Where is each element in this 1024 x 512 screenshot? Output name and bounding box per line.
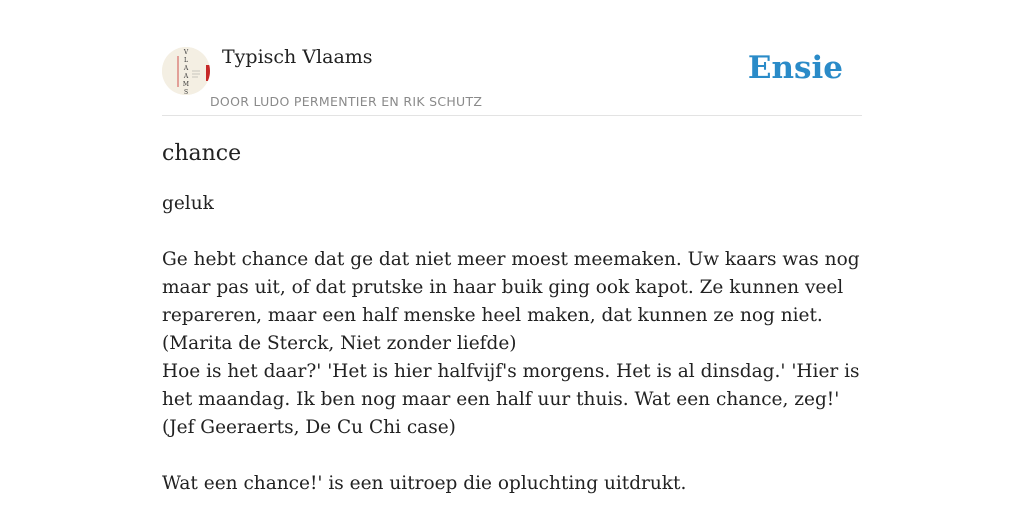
entry-explanation: Wat een chance!' is een uitroep die opluchting uitdrukt. xyxy=(162,473,687,494)
entry-example-quote: Ge hebt chance dat ge dat niet meer moest meemaken. Uw kaars was nog maar pas uit, of dat prutske in haar buik ging ook kapot. Ze kunnen veel repareren, maar een half menske heel maken, dat kunnen ze nog niet. xyxy=(162,249,860,326)
paragraph-spacer xyxy=(162,442,862,470)
logo-letter: A xyxy=(183,65,189,72)
logo-letter: M xyxy=(182,81,190,88)
logo-letter: A xyxy=(183,73,189,80)
ensie-brand-link[interactable]: Ensie xyxy=(747,50,843,86)
logo-letter: L xyxy=(184,57,188,64)
dictionary-header xyxy=(162,44,862,116)
logo-letter: V xyxy=(183,49,189,56)
entry-example-source: (Jef Geeraerts, De Cu Chi case) xyxy=(162,417,456,438)
dictionary-authors: DOOR LUDO PERMENTIER EN RIK SCHUTZ xyxy=(210,94,483,109)
entry-term: chance xyxy=(162,141,242,166)
dictionary-title[interactable]: Typisch Vlaams xyxy=(222,46,373,68)
dictionary-logo-image xyxy=(162,47,210,95)
entry-meaning: geluk xyxy=(162,193,214,214)
entry-body xyxy=(162,246,862,498)
logo-letter: S xyxy=(183,89,189,95)
dictionary-logo[interactable] xyxy=(162,47,210,95)
dictionary-entry xyxy=(162,138,862,498)
entry-example-source: (Marita de Sterck, Niet zonder liefde) xyxy=(162,333,517,354)
entry-example-quote: Hoe is het daar?' 'Het is hier halfvijf's morgens. Het is al dinsdag.' 'Hier is het maandag. Ik ben nog maar een half uur thuis. Wat een chance, zeg!' xyxy=(162,361,860,410)
